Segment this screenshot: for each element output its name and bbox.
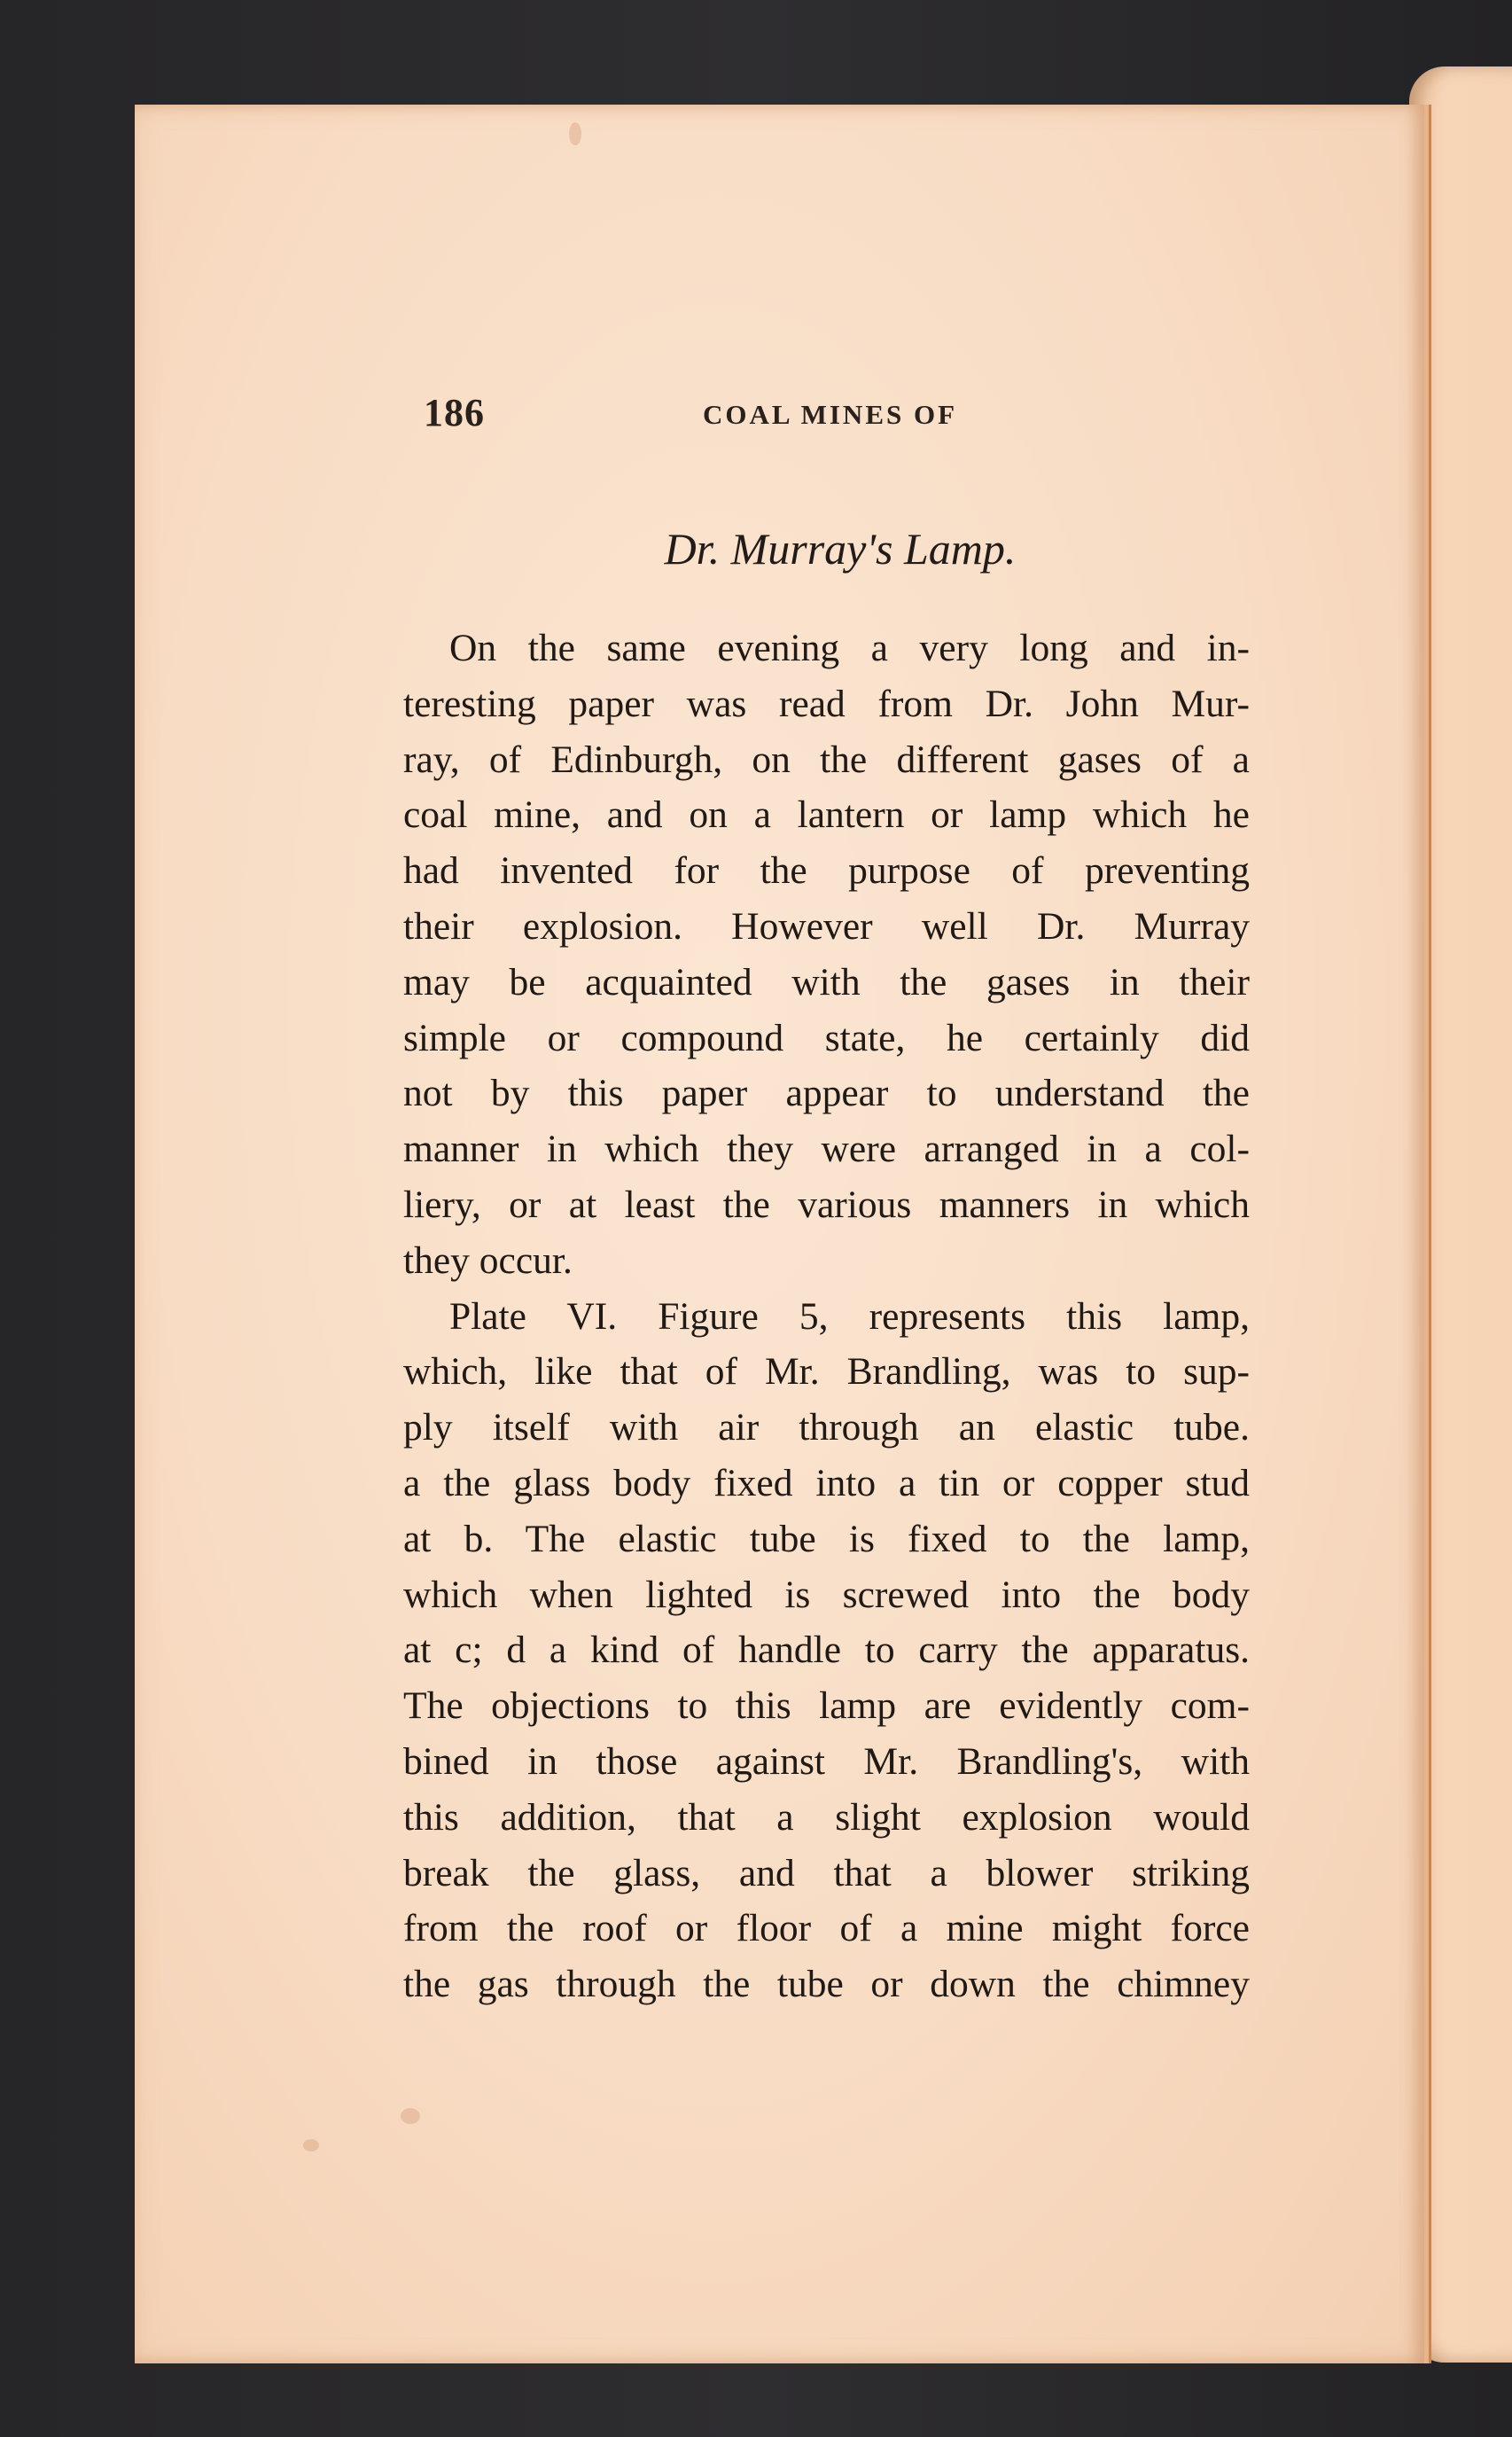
text-line: which when lighted is screwed into the body: [403, 1573, 1250, 1616]
text-line: Plate VI. Figure 5, represents this lamp,: [449, 1294, 1250, 1338]
running-head: COAL MINES OF: [703, 399, 958, 430]
text-line: teresting paper was read from Dr. John Mur-: [403, 682, 1250, 725]
text-line: On the same evening a very long and in-: [449, 627, 1250, 669]
text-line: their explosion. However well Dr. Murray: [403, 904, 1250, 948]
foxing-spot: [303, 2139, 319, 2152]
text-line: this addition, that a slight explosion would: [403, 1795, 1250, 1839]
paragraph: [403, 621, 1250, 1289]
foxing-spot: [401, 2108, 420, 2124]
text-line: had invented for the purpose of preventing: [403, 849, 1250, 893]
text-line: they occur.: [403, 1238, 573, 1282]
text-line: manner in which they were arranged in a col-: [403, 1128, 1250, 1171]
text-line: may be acquainted with the gases in their: [403, 960, 1250, 1004]
text-line: the gas through the tube or down the chimney: [403, 1963, 1250, 2006]
text-line: ply itself with air through an elastic tube.: [403, 1406, 1250, 1449]
body-text: [403, 621, 1250, 2012]
paragraph: [403, 1289, 1250, 2012]
text-line: at c; d a kind of handle to carry the apparatus.: [403, 1629, 1250, 1672]
text-line: which, like that of Mr. Brandling, was to sup-: [403, 1350, 1250, 1394]
text-line: break the glass, and that a blower striking: [403, 1851, 1250, 1894]
text-line: a the glass body fixed into a tin or copper stud: [403, 1461, 1250, 1504]
text-line: bined in those against Mr. Brandling's, with: [403, 1739, 1250, 1783]
page-header: [424, 390, 1257, 443]
text-line: at b. The elastic tube is fixed to the lamp,: [403, 1517, 1250, 1560]
text-line: ray, of Edinburgh, on the different gases of a: [403, 738, 1250, 781]
text-line: coal mine, and on a lantern or lamp which he: [403, 793, 1250, 837]
foxing-spot: [569, 122, 581, 145]
section-title: Dr. Murray's Lamp.: [664, 524, 1017, 574]
text-line: not by this paper appear to understand the: [403, 1072, 1250, 1115]
text-line: liery, or at least the various manners in which: [403, 1183, 1250, 1226]
text-line: from the roof or floor of a mine might force: [403, 1907, 1250, 1950]
page-number: 186: [424, 391, 485, 434]
text-line: The objections to this lamp are evidently com-: [403, 1684, 1250, 1728]
text-line: simple or compound state, he certainly did: [403, 1016, 1250, 1059]
